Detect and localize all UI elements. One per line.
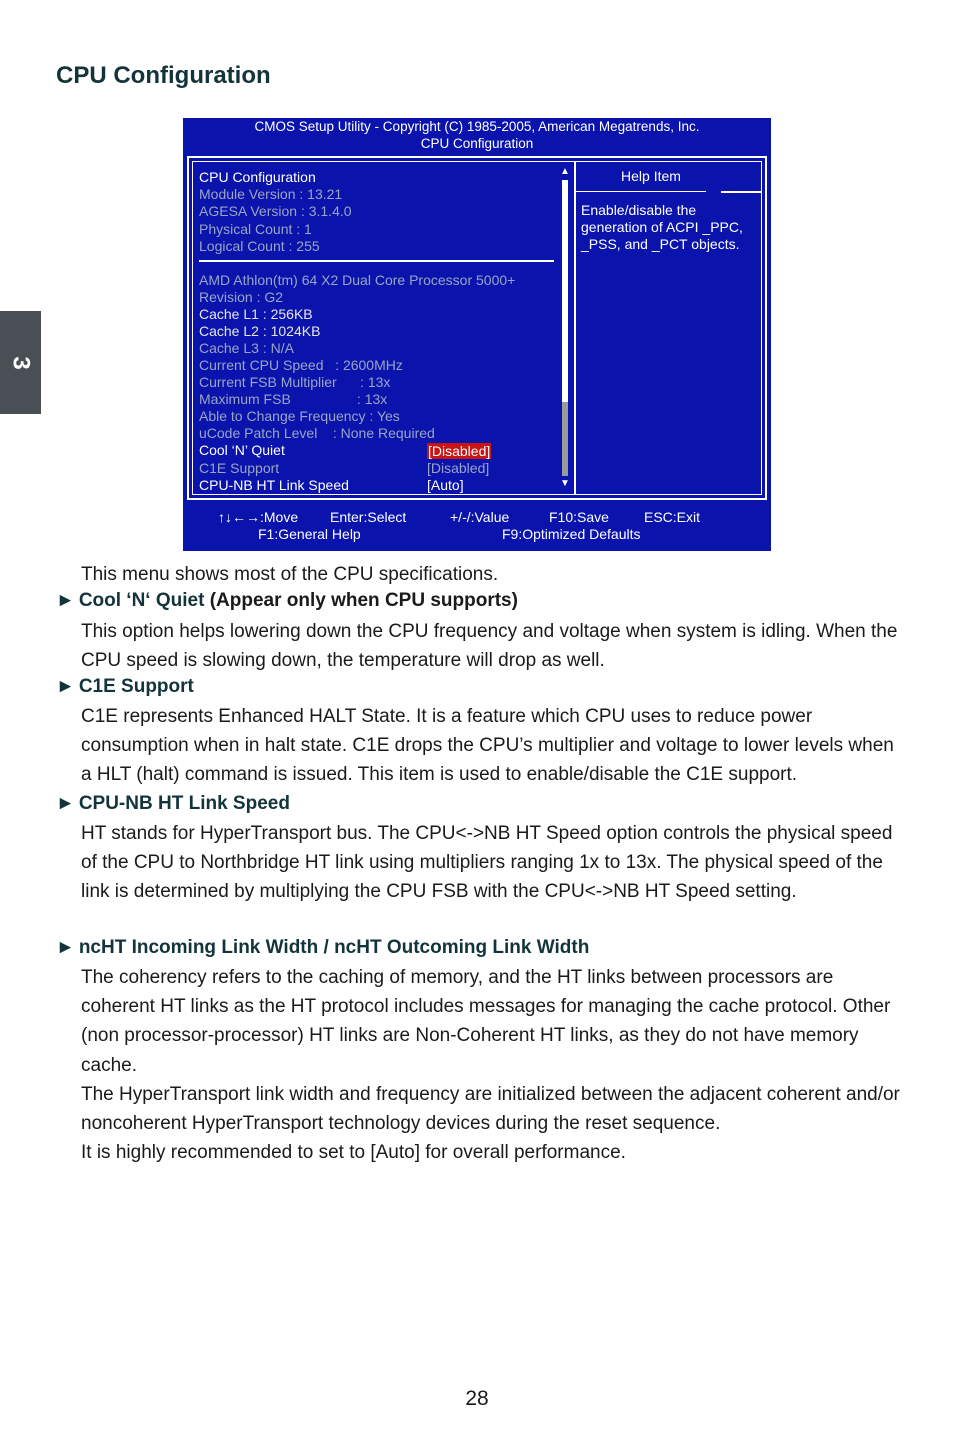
page-number: 28 [465, 1387, 489, 1410]
bullet-arrow-icon: ► [56, 793, 75, 814]
chapter-number: 3 [7, 355, 35, 370]
bios-option-cool-n-quiet-label[interactable]: Cool ‘N’ Quiet [199, 442, 285, 458]
bullet-arrow-icon: ► [56, 937, 75, 958]
section-heading-title: CPU-NB HT Link Speed [78, 793, 290, 814]
bios-header [183, 118, 771, 152]
section-heading-title: C1E Support [78, 676, 194, 697]
help-item-text: Enable/disable the generation of ACPI _PPC, _PSS, and _PCT objects. [581, 202, 743, 253]
scroll-up-arrow-icon[interactable]: ▲ [560, 166, 570, 177]
intro-paragraph: This menu shows most of the CPU specifications. [81, 564, 499, 585]
bios-option-c1e-label[interactable]: C1E Support [199, 460, 280, 476]
section-heading-title: ncHT Incoming Link Width / ncHT Outcoming Link Width [78, 937, 590, 958]
bios-info-physical-count: Physical Count : 1 [199, 221, 312, 237]
bios-info-ucode-patch: uCode Patch Level : None Required [199, 425, 435, 441]
section-heading-cool-n-quiet [56, 588, 518, 614]
help-item-title: Help Item [621, 168, 681, 184]
bios-info-processor: AMD Athlon(tm) 64 X2 Dual Core Processor 5000+ [199, 272, 516, 288]
bios-option-cpu-nb-ht-value[interactable]: [Auto] [427, 477, 464, 493]
bios-option-c1e-value[interactable]: [Disabled] [427, 460, 490, 476]
section-heading-ncht-link-width [56, 935, 589, 961]
section-body-cool-n-quiet: This option helps lowering down the CPU frequency and voltage when system is idling. When the CPU speed is slowing down, the temperature will drop as well. [81, 621, 898, 672]
section-heading-c1e-support [56, 674, 194, 700]
chapter-tab [0, 311, 41, 414]
bios-info-cache-l1: Cache L1 : 256KB [199, 306, 313, 322]
help-divider-left [576, 191, 706, 192]
bullet-arrow-icon: ► [56, 676, 75, 697]
page-title: CPU Configuration [56, 62, 271, 89]
bios-info-maximum-fsb: Maximum FSB : 13x [199, 391, 388, 407]
section-body-cpu-nb-ht-link-speed: HT stands for HyperTransport bus. The CPU<->NB HT Speed option controls the physical speed of the CPU to Northbridge HT link using multipliers ranging 1x to 13x. The physical speed of the link is determined by multiplying the CPU FSB with the CPU<->NB HT Speed setting. [81, 823, 893, 903]
bios-info-change-frequency: Able to Change Frequency : Yes [199, 408, 400, 424]
bios-footer [183, 509, 771, 549]
section-body-ncht-initialization: The HyperTransport link width and frequency are initialized between the adjacent coherent and/or noncoherent HyperTransport technology devices during the reset sequence. [81, 1084, 900, 1135]
scroll-down-arrow-icon[interactable]: ▼ [560, 478, 570, 489]
bios-info-fsb-multiplier: Current FSB Multiplier : 13x [199, 374, 391, 390]
help-divider-right [721, 191, 761, 193]
scrollbar-thumb[interactable] [562, 402, 568, 476]
bios-screenshot [183, 118, 771, 551]
bios-info-cache-l2: Cache L2 : 1024KB [199, 323, 321, 339]
bios-option-cool-n-quiet-value[interactable] [427, 443, 491, 460]
bios-info-cpu-speed: Current CPU Speed : 2600MHz [199, 357, 403, 373]
footer-defaults-hint: F9:Optimized Defaults [502, 526, 641, 542]
bios-info-logical-count: Logical Count : 255 [199, 238, 320, 254]
bios-divider-line [199, 260, 554, 262]
bios-option-cpu-nb-ht-label[interactable]: CPU-NB HT Link Speed [199, 477, 349, 493]
footer-save-hint: F10:Save [549, 509, 609, 525]
footer-move-hint: ↑↓←→:Move [218, 509, 299, 525]
bios-panel-title: CPU Configuration [199, 169, 316, 185]
footer-value-hint: +/-/:Value [450, 509, 510, 525]
bios-info-cache-l3: Cache L3 : N/A [199, 340, 294, 356]
bios-option-selected-value[interactable]: [Disabled] [428, 443, 491, 459]
bullet-arrow-icon: ► [56, 590, 75, 611]
bios-header-menu-title: CPU Configuration [420, 136, 534, 151]
section-body-c1e-support: C1E represents Enhanced HALT State. It is a feature which CPU uses to reduce power consumption when in halt state. C1E drops the CPU’s multiplier and voltage to lower levels when a HLT (halt) command is issued. This item is used to enable/disable the C1E support. [81, 706, 894, 786]
section-heading-cpu-nb-ht-link-speed [56, 791, 290, 817]
footer-select-hint: Enter:Select [330, 509, 407, 525]
section-body-ncht-coherency: The coherency refers to the caching of memory, and the HT links between processors are coherent HT links as the HT protocol includes messages for managing the cache protocol. Other (non processor-processor) HT links are Non-Coherent HT links, as they do not have memory cache. [81, 967, 891, 1076]
bios-info-revision: Revision : G2 [199, 289, 284, 305]
footer-exit-hint: ESC:Exit [644, 509, 701, 525]
bios-settings-panel [193, 162, 574, 494]
section-body-ncht-recommendation: It is highly recommended to set to [Auto] for overall performance. [81, 1142, 626, 1163]
bios-info-module-version: Module Version : 13.21 [199, 186, 343, 202]
bios-inner-frame [192, 161, 762, 495]
footer-help-hint: F1:General Help [258, 526, 361, 542]
bios-header-copyright: CMOS Setup Utility - Copyright (C) 1985-2005, American Megatrends, Inc. [254, 119, 700, 134]
section-heading-suffix: (Appear only when CPU supports) [204, 590, 518, 611]
section-heading-title: Cool ‘N‘ Quiet [78, 590, 205, 611]
bios-help-panel [576, 162, 761, 494]
bios-frame [187, 156, 767, 500]
bios-info-agesa-version: AGESA Version : 3.1.4.0 [199, 203, 352, 219]
